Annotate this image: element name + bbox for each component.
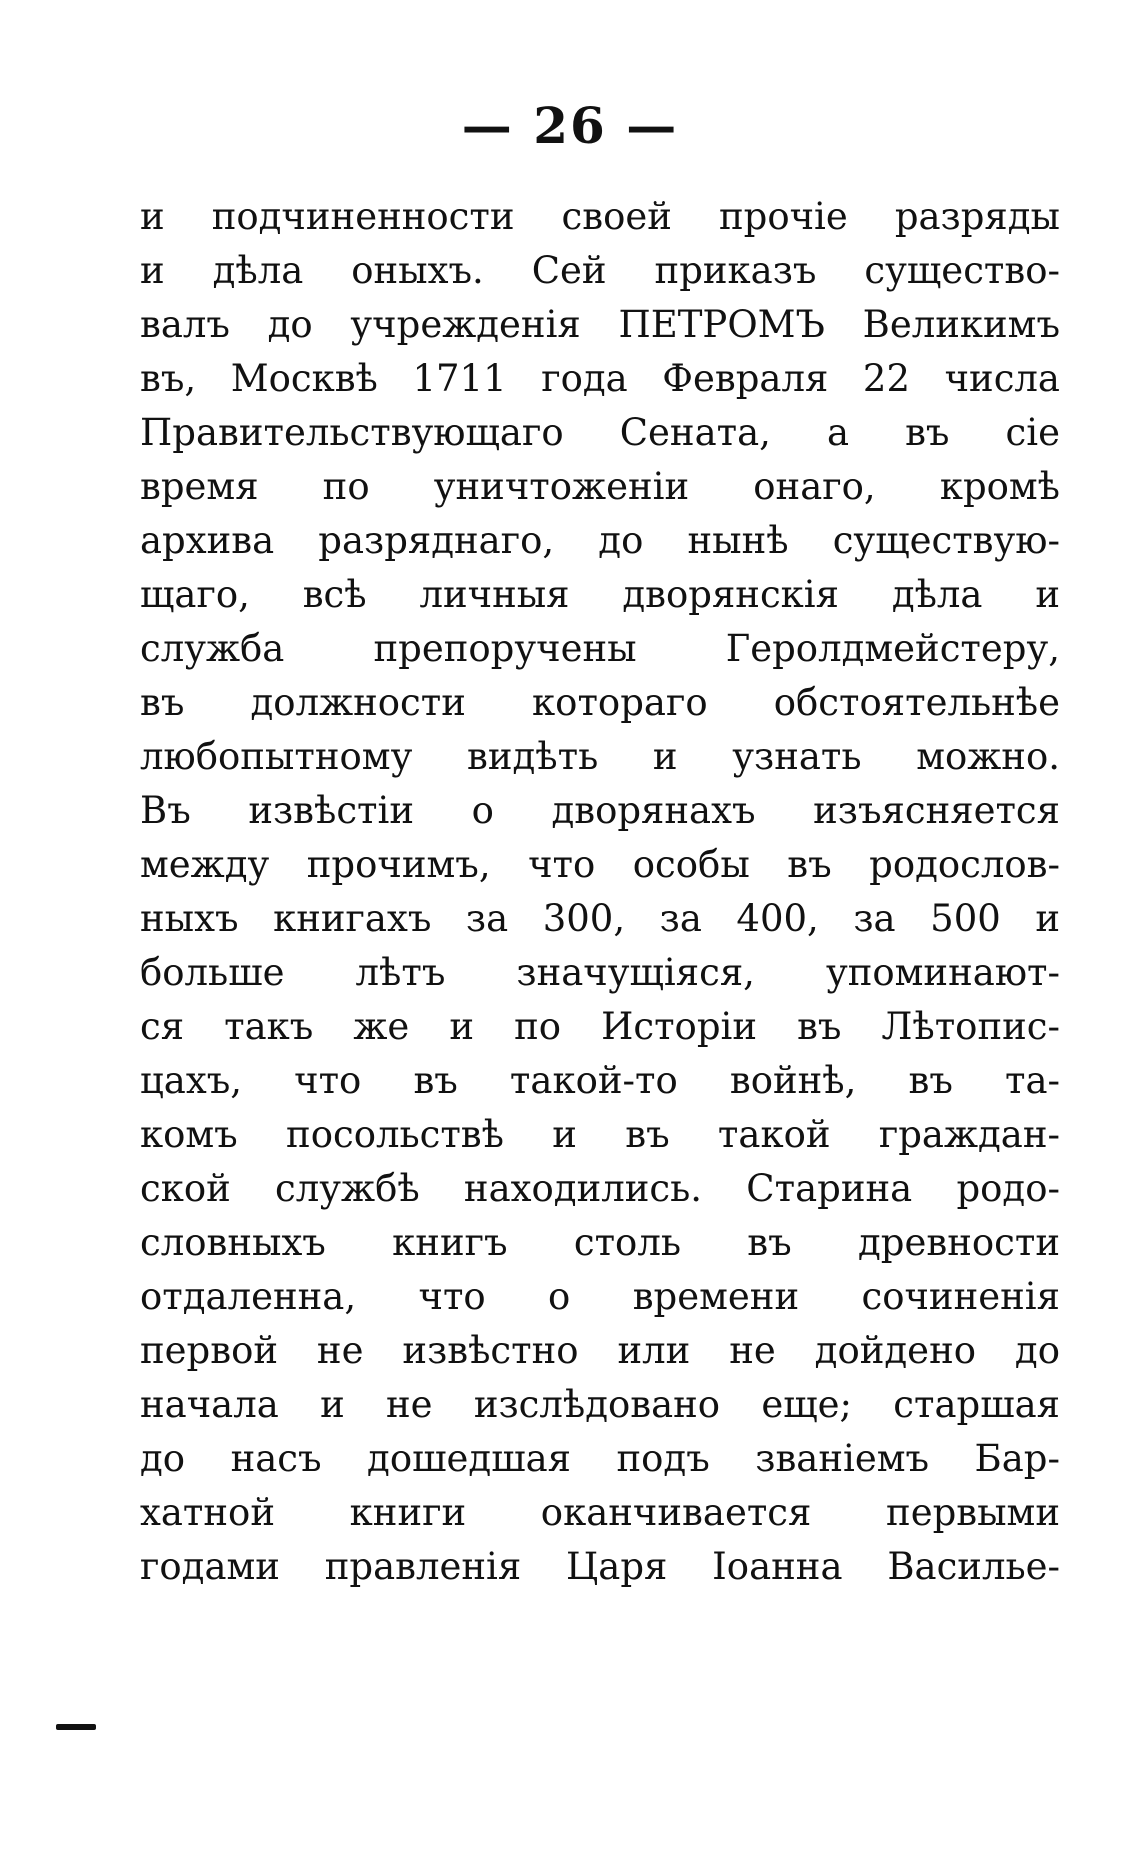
text-line: въ, Москвѣ 1711 года Февраля 22 числа [140, 357, 1060, 400]
text-line: любопытному видѣть и узнать можно. [140, 735, 1060, 778]
text-line: ской службѣ находились. Старина родо- [140, 1167, 1060, 1210]
text-line: годами правленія Царя Іоанна Василье- [140, 1545, 1060, 1588]
text-line: время по уничтоженіи онаго, кромѣ [140, 465, 1060, 508]
text-line: начала и не изслѣдовано еще; старшая [140, 1383, 1060, 1426]
body-text [140, 190, 1060, 1594]
text-line: комъ посольствѣ и въ такой граждан- [140, 1113, 1060, 1156]
text-line: и подчиненности своей прочіе разряды [140, 195, 1060, 238]
text-line: ныхъ книгахъ за 300, за 400, за 500 и [140, 897, 1060, 940]
text-line: ся такъ же и по Исторіи въ Лѣтопис- [140, 1005, 1060, 1048]
text-line: цахъ, что въ такой-то войнѣ, въ та- [140, 1059, 1060, 1102]
text-line: больше лѣтъ значущіяся, упоминают- [140, 951, 1060, 994]
page-number-header: — 26 — [461, 96, 679, 155]
text-line: до насъ дошедшая подъ званіемъ Бар- [140, 1437, 1060, 1480]
text-line: въ должности котораго обстоятельнѣе [140, 681, 1060, 724]
text-line: Въ извѣстіи о дворянахъ изъясняется [140, 789, 1060, 832]
text-line: архива разряднаго, до нынѣ существую- [140, 519, 1060, 562]
text-line: валъ до учрежденія ПЕТРОМЪ Великимъ [140, 303, 1060, 346]
text-line: Правительствующаго Сената, а въ сіе [140, 411, 1060, 454]
text-line: словныхъ книгъ столь въ древности [140, 1221, 1060, 1264]
text-line: отдаленна, что о времени сочиненія [140, 1275, 1060, 1318]
text-line: хатной книги оканчивается первыми [140, 1491, 1060, 1534]
text-line: первой не извѣстно или не дойдено до [140, 1329, 1060, 1372]
text-line: между прочимъ, что особы въ родослов- [140, 843, 1060, 886]
text-line: и дѣла оныхъ. Сей приказъ существо- [140, 249, 1060, 292]
margin-mark [56, 1724, 96, 1730]
text-line: щаго, всѣ личныя дворянскія дѣла и [140, 573, 1060, 616]
text-line: служба препоручены Геролдмейстеру, [140, 627, 1060, 670]
